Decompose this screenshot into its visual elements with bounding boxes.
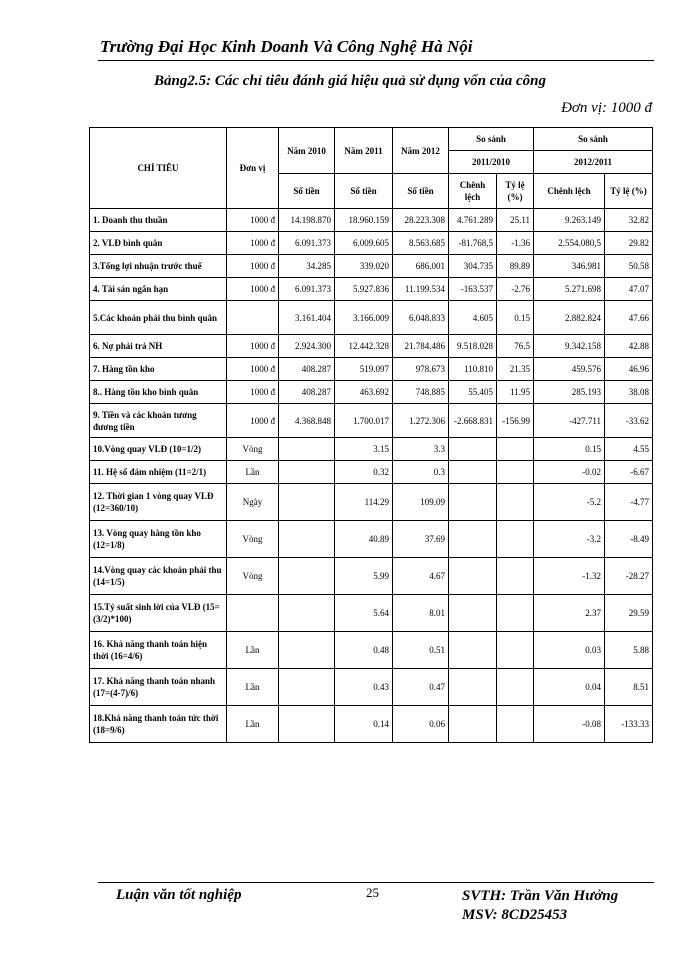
cell-label: 6. Nợ phải trả NH xyxy=(90,335,227,358)
cell-unit xyxy=(227,301,279,335)
cell-y2012: 8.01 xyxy=(393,595,449,632)
cell-y2012: 21.784.486 xyxy=(393,335,449,358)
cell-label: 14.Vòng quay các khoản phải thu (14=1/5) xyxy=(90,558,227,595)
header-chi-tieu: CHỈ TIÊU xyxy=(90,128,227,209)
table-row xyxy=(90,255,653,278)
cell-y2012: 28.223.308 xyxy=(393,209,449,232)
cell-y2010: 34.285 xyxy=(279,255,335,278)
table-row xyxy=(90,521,653,558)
cell-y2011: 18.960.159 xyxy=(335,209,393,232)
cell-tl2: 47.66 xyxy=(605,301,653,335)
cell-y2010 xyxy=(279,438,335,461)
cell-cl2: 9.263.149 xyxy=(534,209,605,232)
cell-label: 16. Khả năng thanh toán hiện thời (16=4/6) xyxy=(90,632,227,669)
cell-cl2: 346.981 xyxy=(534,255,605,278)
cell-y2012: 0.47 xyxy=(393,669,449,706)
cell-tl1 xyxy=(497,461,534,484)
header-so-sanh-2: So sánh xyxy=(534,128,653,151)
cell-unit: Vòng xyxy=(227,521,279,558)
footer-student-id: MSV: 8CD25453 xyxy=(462,907,568,923)
cell-y2010 xyxy=(279,521,335,558)
header-period-2011-2010: 2011/2010 xyxy=(449,151,534,174)
header-don-vi: Đơn vị xyxy=(227,128,279,209)
footer-author: SVTH: Trần Văn Hưởng xyxy=(462,888,619,904)
cell-cl2: 2.882.824 xyxy=(534,301,605,335)
cell-y2012: 37.69 xyxy=(393,521,449,558)
cell-tl1: 76.5 xyxy=(497,335,534,358)
cell-y2010: 14.198.870 xyxy=(279,209,335,232)
cell-cl2: -3.2 xyxy=(534,521,605,558)
cell-tl1 xyxy=(497,558,534,595)
cell-y2012: 686.001 xyxy=(393,255,449,278)
cell-unit: 1000 đ xyxy=(227,232,279,255)
cell-label: 12. Thời gian 1 vòng quay VLĐ (12=360/10) xyxy=(90,484,227,521)
cell-y2011: 5.64 xyxy=(335,595,393,632)
cell-tl2: 50.58 xyxy=(605,255,653,278)
table-row xyxy=(90,558,653,595)
header-ty-le-2: Tỷ lệ (%) xyxy=(605,174,653,209)
table-row xyxy=(90,669,653,706)
cell-y2012: 6.048.833 xyxy=(393,301,449,335)
cell-cl1 xyxy=(449,461,497,484)
cell-cl2: 0.03 xyxy=(534,632,605,669)
cell-tl2: 5.88 xyxy=(605,632,653,669)
cell-cl2: 2.554.080,5 xyxy=(534,232,605,255)
cell-tl1 xyxy=(497,669,534,706)
cell-y2011: 12.442.328 xyxy=(335,335,393,358)
cell-cl2: -5.2 xyxy=(534,484,605,521)
cell-y2011: 5.99 xyxy=(335,558,393,595)
cell-cl2: 0.04 xyxy=(534,669,605,706)
cell-cl1: 55.405 xyxy=(449,381,497,404)
cell-y2011: 0.14 xyxy=(335,706,393,743)
cell-tl2: -133.33 xyxy=(605,706,653,743)
cell-tl1 xyxy=(497,706,534,743)
cell-unit: Lần xyxy=(227,632,279,669)
header-chenh-lech-2: Chênh lệch xyxy=(534,174,605,209)
cell-tl1 xyxy=(497,521,534,558)
cell-y2011: 5.927.836 xyxy=(335,278,393,301)
unit-label: Đơn vị: 1000 đ xyxy=(561,100,652,116)
cell-unit: 1000 đ xyxy=(227,255,279,278)
cell-cl1: 4.761.289 xyxy=(449,209,497,232)
cell-y2011: 40.89 xyxy=(335,521,393,558)
cell-y2011: 463.692 xyxy=(335,381,393,404)
cell-label: 17. Khả năng thanh toán nhanh (17=(4-7)/6) xyxy=(90,669,227,706)
cell-y2012: 8.563.685 xyxy=(393,232,449,255)
cell-y2011: 3.166.009 xyxy=(335,301,393,335)
cell-tl2: 29.59 xyxy=(605,595,653,632)
cell-y2012: 109.09 xyxy=(393,484,449,521)
cell-tl2: 47.07 xyxy=(605,278,653,301)
table-row xyxy=(90,381,653,404)
footer-author-block xyxy=(462,887,618,925)
cell-unit: Lần xyxy=(227,669,279,706)
table-row xyxy=(90,209,653,232)
cell-label: 11. Hệ số đảm nhiệm (11=2/1) xyxy=(90,461,227,484)
cell-label: 5.Các khoản phải thu bình quân xyxy=(90,301,227,335)
cell-y2011: 1.700.017 xyxy=(335,404,393,438)
cell-unit: Vòng xyxy=(227,438,279,461)
cell-tl2: -33.62 xyxy=(605,404,653,438)
cell-tl2: 46.96 xyxy=(605,358,653,381)
cell-cl2: -427.711 xyxy=(534,404,605,438)
table-row xyxy=(90,278,653,301)
cell-tl2: 42.88 xyxy=(605,335,653,358)
cell-label: 13. Vòng quay hàng tồn kho (12=1/8) xyxy=(90,521,227,558)
cell-unit: 1000 đ xyxy=(227,404,279,438)
cell-cl1: -81.768,5 xyxy=(449,232,497,255)
cell-tl1: -2.76 xyxy=(497,278,534,301)
cell-unit: 1000 đ xyxy=(227,335,279,358)
cell-y2011: 0.43 xyxy=(335,669,393,706)
cell-cl2: 285.193 xyxy=(534,381,605,404)
table-row xyxy=(90,595,653,632)
header-nam-2011: Năm 2011 xyxy=(335,128,393,174)
cell-y2011: 339.020 xyxy=(335,255,393,278)
cell-y2011: 114.29 xyxy=(335,484,393,521)
header-so-tien-2010: Số tiền xyxy=(279,174,335,209)
page-number: 25 xyxy=(366,885,379,900)
cell-y2011: 0.32 xyxy=(335,461,393,484)
cell-cl2: 0.15 xyxy=(534,438,605,461)
cell-cl2: 2.37 xyxy=(534,595,605,632)
header-period-2012-2011: 2012/2011 xyxy=(534,151,653,174)
cell-cl1: -163.537 xyxy=(449,278,497,301)
cell-tl2: 32.82 xyxy=(605,209,653,232)
table-row xyxy=(90,632,653,669)
cell-cl1: 110.810 xyxy=(449,358,497,381)
indicators-table xyxy=(89,127,653,743)
cell-label: 10.Vòng quay VLĐ (10=1/2) xyxy=(90,438,227,461)
table-row xyxy=(90,232,653,255)
cell-cl2: -0.08 xyxy=(534,706,605,743)
cell-cl1 xyxy=(449,595,497,632)
cell-tl1: 0.15 xyxy=(497,301,534,335)
cell-cl1 xyxy=(449,632,497,669)
cell-tl2: 38.08 xyxy=(605,381,653,404)
cell-unit: Lần xyxy=(227,706,279,743)
cell-y2010: 2.924.300 xyxy=(279,335,335,358)
header-nam-2012: Năm 2012 xyxy=(393,128,449,174)
cell-cl2: -0.02 xyxy=(534,461,605,484)
cell-tl2: -4.77 xyxy=(605,484,653,521)
cell-y2012: 978.673 xyxy=(393,358,449,381)
cell-y2012: 3.3 xyxy=(393,438,449,461)
header-chenh-lech-1: Chênh lệch xyxy=(449,174,497,209)
cell-y2010: 3.161.404 xyxy=(279,301,335,335)
cell-y2012: 11.199.534 xyxy=(393,278,449,301)
cell-label: 7. Hàng tồn kho xyxy=(90,358,227,381)
cell-y2012: 4.67 xyxy=(393,558,449,595)
cell-unit: Ngày xyxy=(227,484,279,521)
cell-tl1: 11.95 xyxy=(497,381,534,404)
cell-tl2: -28.27 xyxy=(605,558,653,595)
cell-tl1 xyxy=(497,484,534,521)
table-row xyxy=(90,438,653,461)
cell-cl1 xyxy=(449,558,497,595)
cell-y2010 xyxy=(279,669,335,706)
cell-cl1 xyxy=(449,521,497,558)
cell-cl2: 459.576 xyxy=(534,358,605,381)
cell-tl2: 4.55 xyxy=(605,438,653,461)
table-row xyxy=(90,461,653,484)
header-nam-2010: Năm 2010 xyxy=(279,128,335,174)
cell-y2010: 6.091.373 xyxy=(279,278,335,301)
cell-tl2: 8.51 xyxy=(605,669,653,706)
cell-label: 9. Tiền và các khoản tương đương tiền xyxy=(90,404,227,438)
cell-unit: 1000 đ xyxy=(227,278,279,301)
cell-label: 4. Tài sản ngắn hạn xyxy=(90,278,227,301)
cell-tl2: 29.82 xyxy=(605,232,653,255)
cell-cl2: -1.32 xyxy=(534,558,605,595)
cell-cl1 xyxy=(449,438,497,461)
cell-tl1 xyxy=(497,632,534,669)
cell-cl1: 4.605 xyxy=(449,301,497,335)
cell-label: 15.Tỷ suất sinh lời của VLĐ (15=(3/2)*100) xyxy=(90,595,227,632)
cell-unit xyxy=(227,595,279,632)
header-ty-le-1: Tỷ lệ (%) xyxy=(497,174,534,209)
cell-y2010 xyxy=(279,595,335,632)
cell-tl1: 89.89 xyxy=(497,255,534,278)
cell-y2012: 0.51 xyxy=(393,632,449,669)
header-rule xyxy=(98,60,654,61)
cell-y2010: 6.091.373 xyxy=(279,232,335,255)
header-so-tien-2011: Số tiền xyxy=(335,174,393,209)
cell-y2011: 519.097 xyxy=(335,358,393,381)
footer-thesis-label: Luận văn tốt nghiệp xyxy=(116,887,242,903)
cell-y2012: 748.885 xyxy=(393,381,449,404)
cell-unit: 1000 đ xyxy=(227,209,279,232)
table-row xyxy=(90,358,653,381)
table-title: Bảng2.5: Các chỉ tiêu đánh giá hiệu quả sử dụng vốn của công xyxy=(154,73,546,89)
table-row xyxy=(90,301,653,335)
cell-cl1: 9.518.028 xyxy=(449,335,497,358)
cell-tl1: -156.99 xyxy=(497,404,534,438)
footer-rule xyxy=(98,882,654,883)
cell-y2010 xyxy=(279,632,335,669)
cell-tl2: -8.49 xyxy=(605,521,653,558)
cell-y2011: 0.48 xyxy=(335,632,393,669)
cell-y2010: 408.287 xyxy=(279,358,335,381)
cell-y2010: 4.368.848 xyxy=(279,404,335,438)
cell-label: 2. VLĐ bình quân xyxy=(90,232,227,255)
cell-tl1: 25.11 xyxy=(497,209,534,232)
cell-y2010 xyxy=(279,706,335,743)
cell-cl2: 5.271.698 xyxy=(534,278,605,301)
cell-y2011: 6.009.605 xyxy=(335,232,393,255)
cell-cl1 xyxy=(449,706,497,743)
table-row xyxy=(90,335,653,358)
cell-cl1: 304.735 xyxy=(449,255,497,278)
cell-tl1: 21.35 xyxy=(497,358,534,381)
cell-label: 1. Doanh thu thuần xyxy=(90,209,227,232)
cell-label: 8.. Hàng tồn kho bình quân xyxy=(90,381,227,404)
cell-unit: Lần xyxy=(227,461,279,484)
cell-tl1 xyxy=(497,595,534,632)
header-so-tien-2012: Số tiền xyxy=(393,174,449,209)
cell-label: 3.Tổng lợi nhuận trước thuế xyxy=(90,255,227,278)
table-row xyxy=(90,404,653,438)
school-name: Trường Đại Học Kinh Doanh Và Công Nghệ Hà Nội xyxy=(100,37,473,56)
cell-cl1 xyxy=(449,484,497,521)
cell-tl1: -1.36 xyxy=(497,232,534,255)
cell-y2012: 0.3 xyxy=(393,461,449,484)
cell-y2010: 408.287 xyxy=(279,381,335,404)
cell-y2010 xyxy=(279,484,335,521)
cell-cl2: 9.342.158 xyxy=(534,335,605,358)
cell-tl1 xyxy=(497,438,534,461)
cell-y2012: 1.272.306 xyxy=(393,404,449,438)
cell-tl2: -6.67 xyxy=(605,461,653,484)
cell-y2011: 3.15 xyxy=(335,438,393,461)
cell-unit: 1000 đ xyxy=(227,358,279,381)
cell-y2010 xyxy=(279,461,335,484)
cell-y2012: 0.06 xyxy=(393,706,449,743)
cell-y2010 xyxy=(279,558,335,595)
cell-cl1 xyxy=(449,669,497,706)
table-row xyxy=(90,706,653,743)
cell-cl1: -2.668.831 xyxy=(449,404,497,438)
cell-label: 18.Khả năng thanh toán tức thời (18=9/6) xyxy=(90,706,227,743)
cell-unit: 1000 đ xyxy=(227,381,279,404)
table-row xyxy=(90,484,653,521)
header-so-sanh-1: So sánh xyxy=(449,128,534,151)
cell-unit: Vòng xyxy=(227,558,279,595)
